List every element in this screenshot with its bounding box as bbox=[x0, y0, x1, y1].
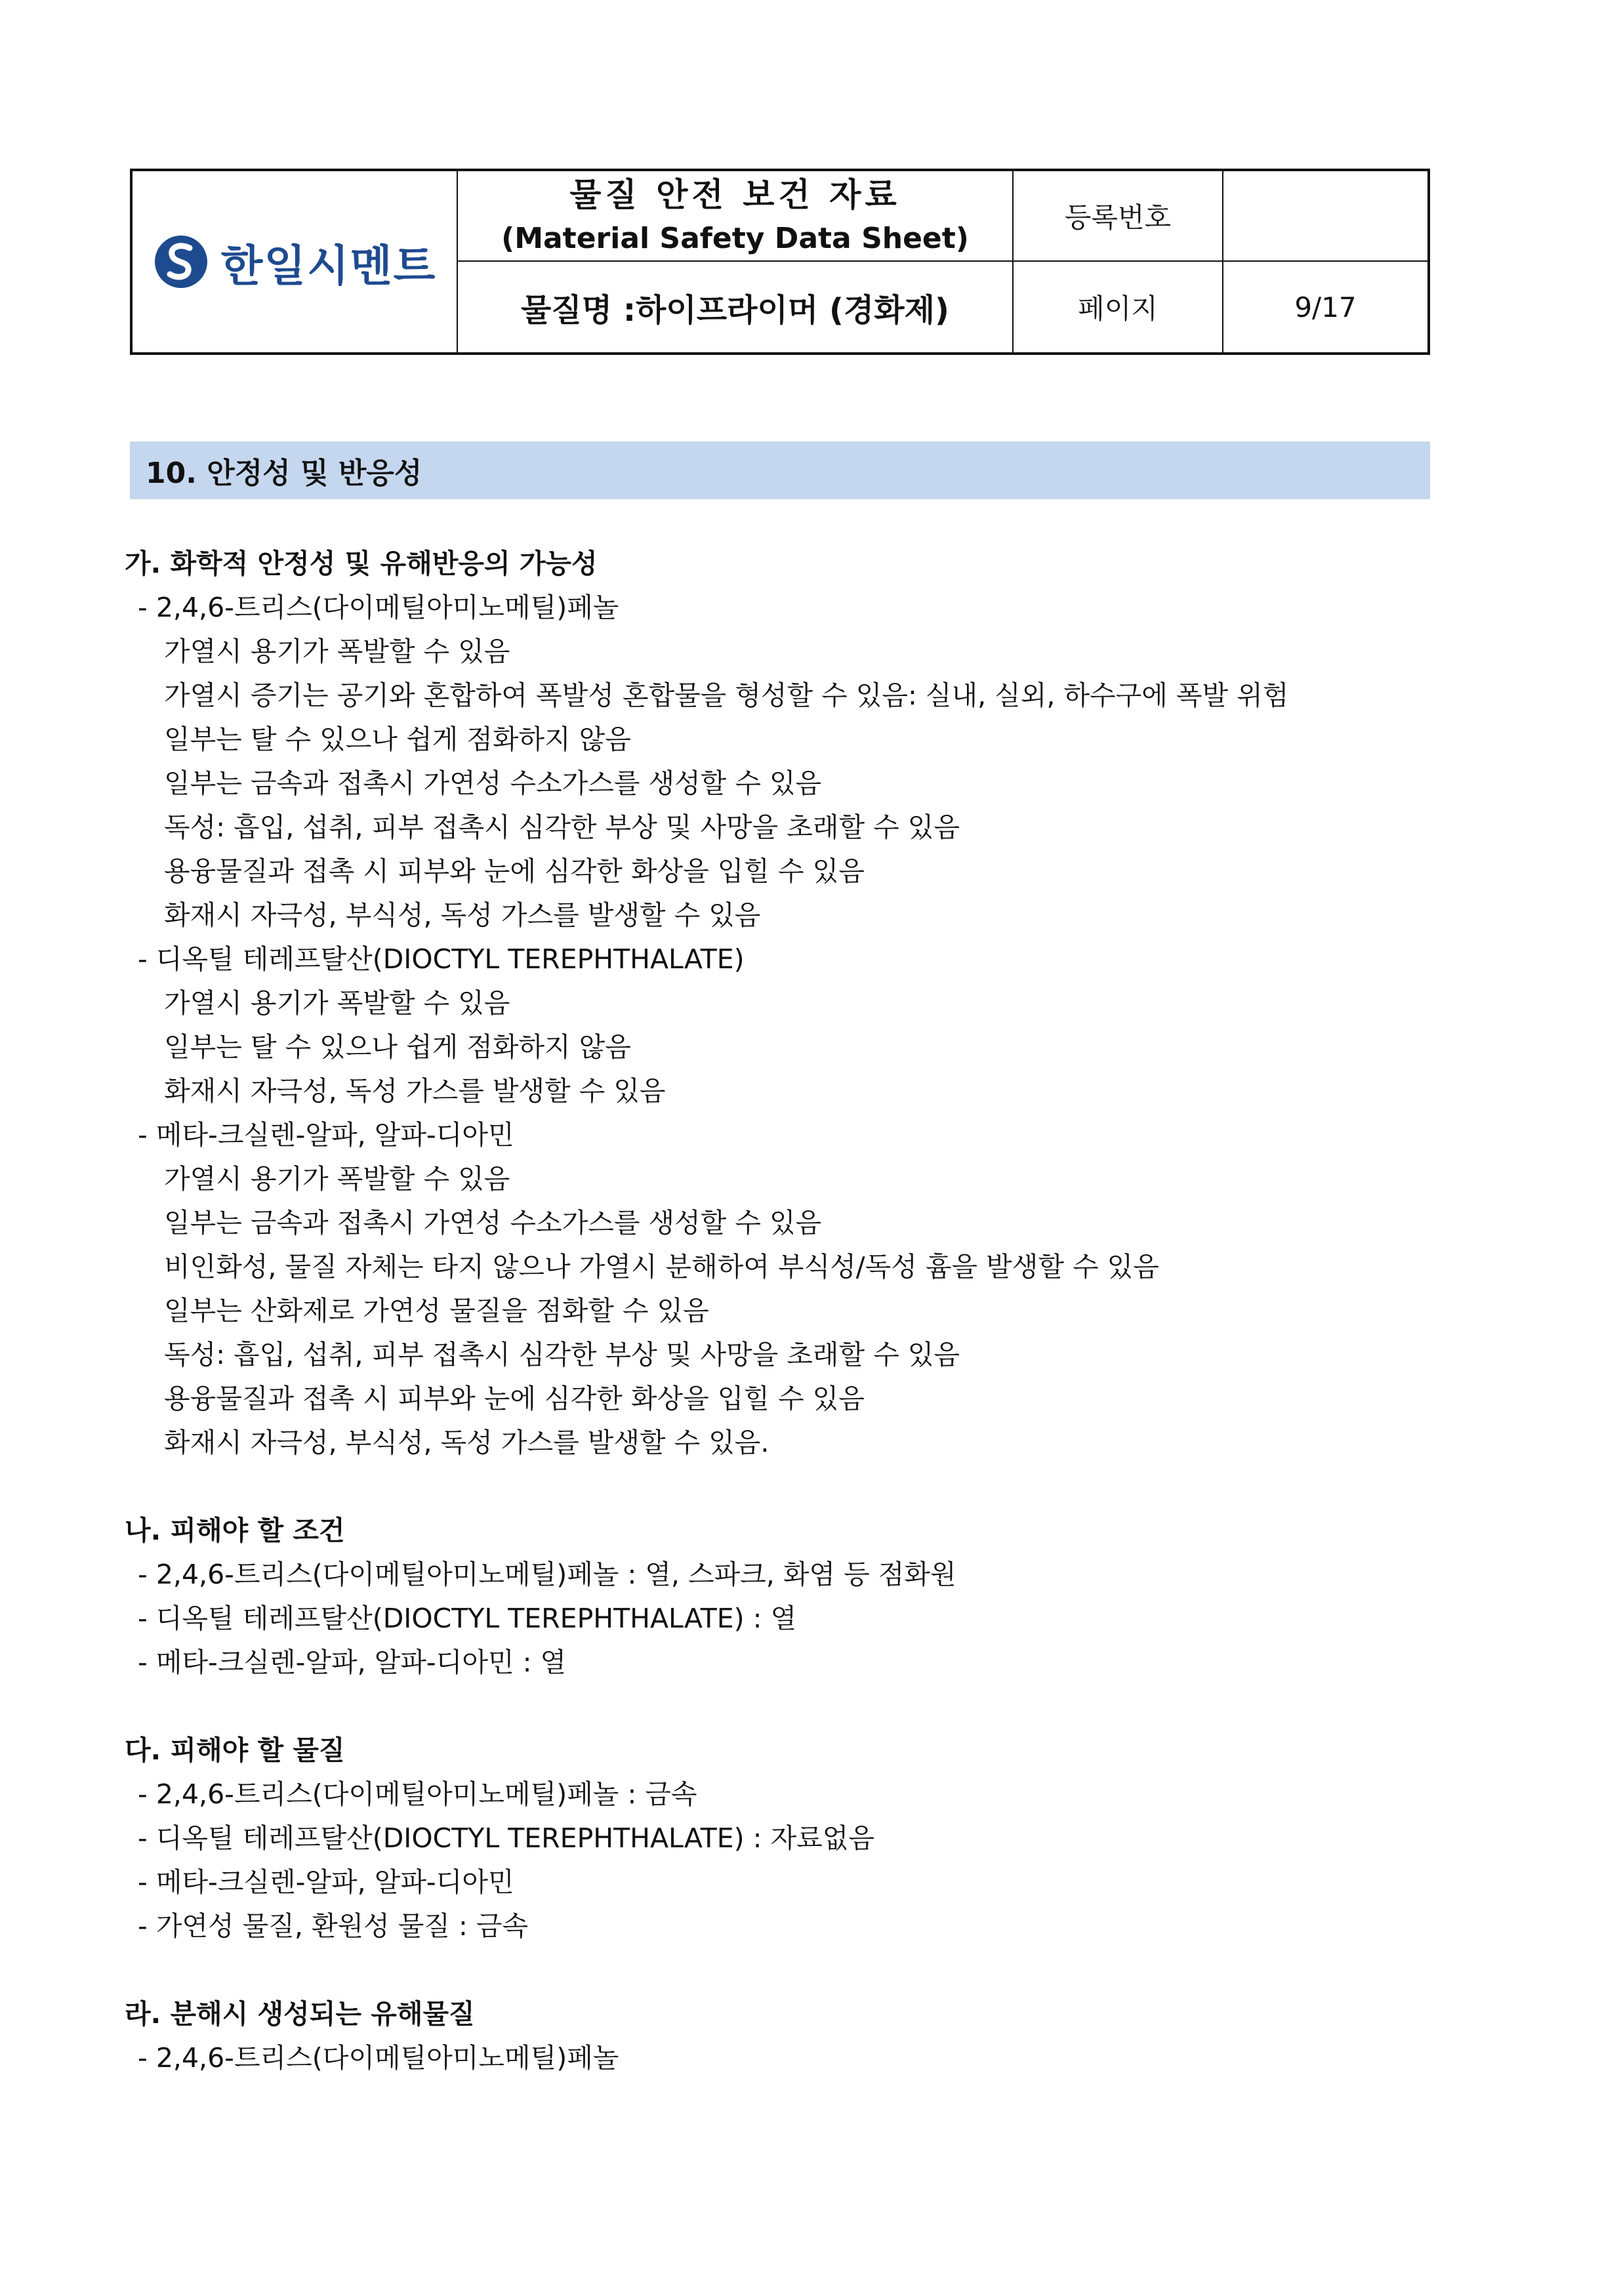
hazard-line: 일부는 탈 수 있으나 쉽게 점화하지 않음 bbox=[164, 724, 631, 755]
company-logo bbox=[153, 231, 437, 293]
substance-name: - 디옥틸 테레프탈산(DIOCTYL TEREPHTHALATE) bbox=[138, 943, 745, 975]
header-table bbox=[130, 169, 1430, 355]
hazard-line: 화재시 자극성, 부식성, 독성 가스를 발생할 수 있음 bbox=[164, 899, 761, 931]
hazard-line: 화재시 자극성, 독성 가스를 발생할 수 있음 bbox=[164, 1075, 666, 1107]
logo-cell bbox=[133, 171, 458, 352]
material-name: 물질명 :하이프라이머 (경화제) bbox=[458, 262, 1014, 352]
hazard-line: 가열시 용기가 폭발할 수 있음 bbox=[164, 1163, 510, 1195]
company-logo-icon bbox=[153, 234, 209, 290]
list-item: - 메타-크실렌-알파, 알파-디아민 bbox=[138, 1866, 514, 1898]
section-content bbox=[125, 542, 1437, 2080]
hazard-line: 독성: 흡입, 섭취, 피부 접촉시 심각한 부상 및 사망을 초래할 수 있음 bbox=[164, 811, 960, 843]
substance-name: - 2,4,6-트리스(다이메틸아미노메틸)페놀 bbox=[138, 592, 619, 623]
title-english: (Material Safety Data Sheet) bbox=[501, 222, 969, 255]
hazard-line: 일부는 금속과 접촉시 가연성 수소가스를 생성할 수 있음 bbox=[164, 1207, 822, 1239]
page-number: 9/17 bbox=[1294, 291, 1357, 323]
page-label: 페이지 bbox=[1014, 262, 1223, 352]
registration-value bbox=[1223, 171, 1427, 262]
subsection-heading-d: 라. 분해시 생성되는 유해물질 bbox=[125, 1998, 475, 2030]
hazard-line: 일부는 탈 수 있으나 쉽게 점화하지 않음 bbox=[164, 1031, 631, 1063]
title-korean: 물질 안전 보건 자료 bbox=[569, 176, 901, 214]
list-item: - 2,4,6-트리스(다이메틸아미노메틸)페놀 bbox=[138, 2042, 619, 2074]
registration-label: 등록번호 bbox=[1014, 171, 1223, 262]
list-item: - 메타-크실렌-알파, 알파-디아민 : 열 bbox=[138, 1647, 567, 1678]
substance-name: - 메타-크실렌-알파, 알파-디아민 bbox=[138, 1119, 514, 1151]
hazard-line: 용융물질과 접촉 시 피부와 눈에 심각한 화상을 입힐 수 있음 bbox=[164, 1383, 865, 1414]
hazard-line: 화재시 자극성, 부식성, 독성 가스를 발생할 수 있음. bbox=[164, 1427, 769, 1458]
subsection-heading-a: 가. 화학적 안정성 및 유해반응의 가능성 bbox=[125, 548, 598, 579]
hazard-line: 독성: 흡입, 섭취, 피부 접촉시 심각한 부상 및 사망을 초래할 수 있음 bbox=[164, 1339, 960, 1370]
hazard-line: 일부는 산화제로 가연성 물질을 점화할 수 있음 bbox=[164, 1295, 709, 1326]
hazard-line: 일부는 금속과 접촉시 가연성 수소가스를 생성할 수 있음 bbox=[164, 768, 822, 799]
list-item: - 가연성 물질, 환원성 물질 : 금속 bbox=[138, 1910, 529, 1942]
hazard-line: 용융물질과 접촉 시 피부와 눈에 심각한 화상을 입힐 수 있음 bbox=[164, 855, 865, 887]
list-item: - 디옥틸 테레프탈산(DIOCTYL TEREPHTHALATE) : 자료없음 bbox=[138, 1822, 874, 1854]
list-item: - 2,4,6-트리스(다이메틸아미노메틸)페놀 : 열, 스파크, 화염 등 점화원 bbox=[138, 1559, 956, 1590]
section-title: 10. 안정성 및 반응성 bbox=[130, 441, 1430, 499]
document-title-cell bbox=[458, 171, 1014, 262]
hazard-line: 가열시 용기가 폭발할 수 있음 bbox=[164, 636, 510, 667]
hazard-line: 가열시 용기가 폭발할 수 있음 bbox=[164, 987, 510, 1019]
subsection-heading-b: 나. 피해야 할 조건 bbox=[125, 1515, 345, 1546]
subsection-heading-c: 다. 피해야 할 물질 bbox=[125, 1734, 345, 1766]
hazard-line: 비인화성, 물질 자체는 타지 않으나 가열시 분해하여 부식성/독성 흄을 발생할 수 있음 bbox=[164, 1251, 1159, 1282]
list-item: - 2,4,6-트리스(다이메틸아미노메틸)페놀 : 금속 bbox=[138, 1778, 697, 1810]
logo-text: 한일시멘트 bbox=[220, 240, 437, 291]
hazard-line: 가열시 증기는 공기와 혼합하여 폭발성 혼합물을 형성할 수 있음: 실내, 실외, 하수구에 폭발 위험 bbox=[164, 680, 1289, 711]
list-item: - 디옥틸 테레프탈산(DIOCTYL TEREPHTHALATE) : 열 bbox=[138, 1603, 797, 1634]
